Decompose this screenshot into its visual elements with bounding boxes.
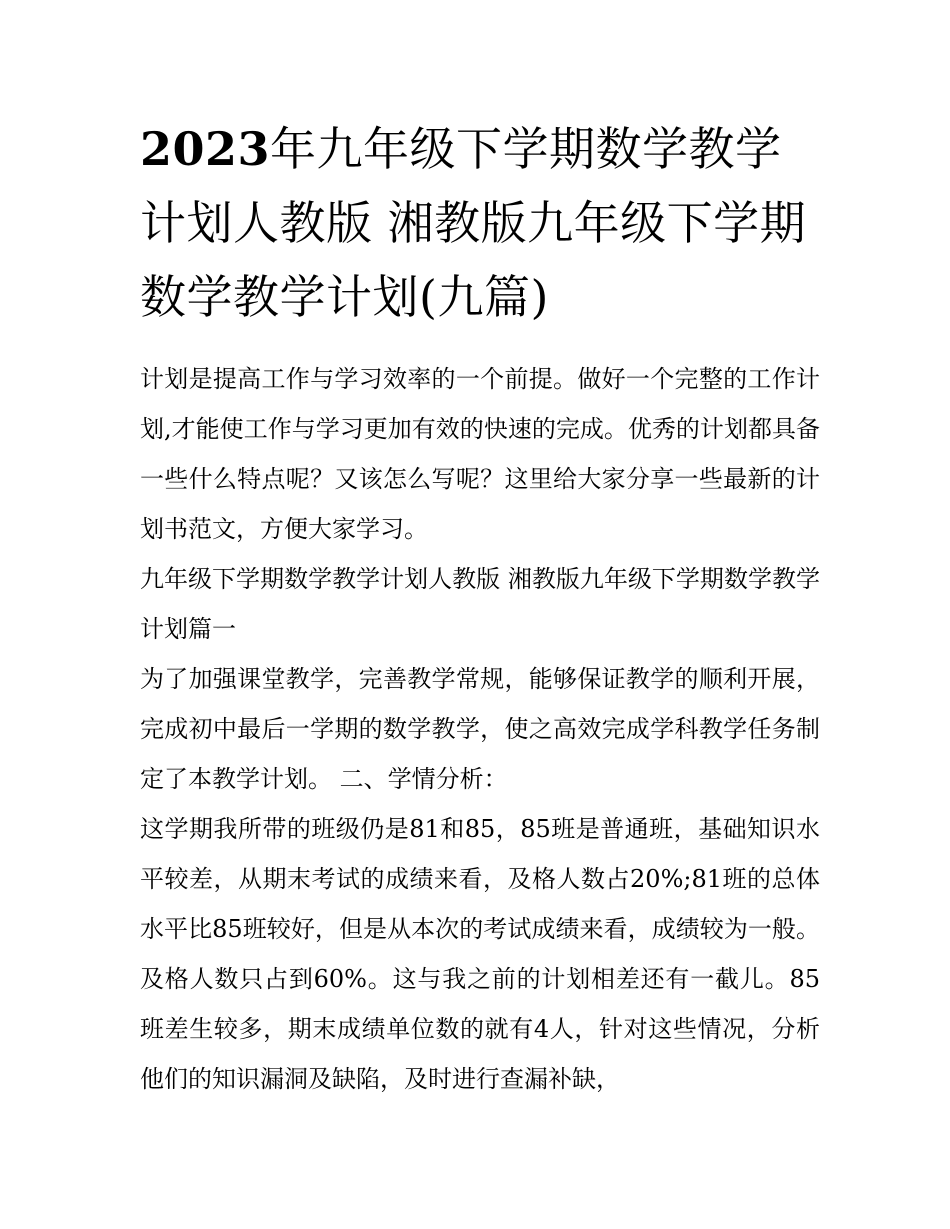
title-text: 年九年级下学期数学教学计划人教版 湘教版九年级下学期数学教学计划(九篇): [140, 122, 807, 324]
analysis-paragraph: 这学期我所带的班级仍是81和85，85班是普通班，基础知识水平较差，从期末考试的成绩来看，及格人数占20%;81班的总体水平比85班较好，但是从本次的考试成绩来看，成绩较为一般。及格人数只占到60%。这与我之前的计划相差还有一截儿。85班差生较多，期末成绩单位数的就有4人，针对这些情况，分析他们的知识漏洞及缺陷，及时进行查漏补缺，: [140, 815, 820, 1093]
document-body: [140, 354, 820, 1104]
section-heading: 九年级下学期数学教学计划人教版 湘教版九年级下学期数学教学计划篇一: [140, 565, 820, 643]
intro-paragraph: 计划是提高工作与学习效率的一个前提。做好一个完整的工作计划,才能使工作与学习更加有效的快速的完成。优秀的计划都具备一些什么特点呢？又该怎么写呢？这里给大家分享一些最新的计划书范文，方便大家学习。: [140, 365, 820, 543]
document-page: [140, 112, 820, 1104]
document-title: [140, 112, 820, 334]
title-year: 2023: [140, 122, 271, 176]
purpose-paragraph: 为了加强课堂教学，完善教学常规，能够保证教学的顺利开展，完成初中最后一学期的数学教学，使之高效完成学科教学任务制定了本教学计划。 二、学情分析：: [140, 665, 820, 793]
